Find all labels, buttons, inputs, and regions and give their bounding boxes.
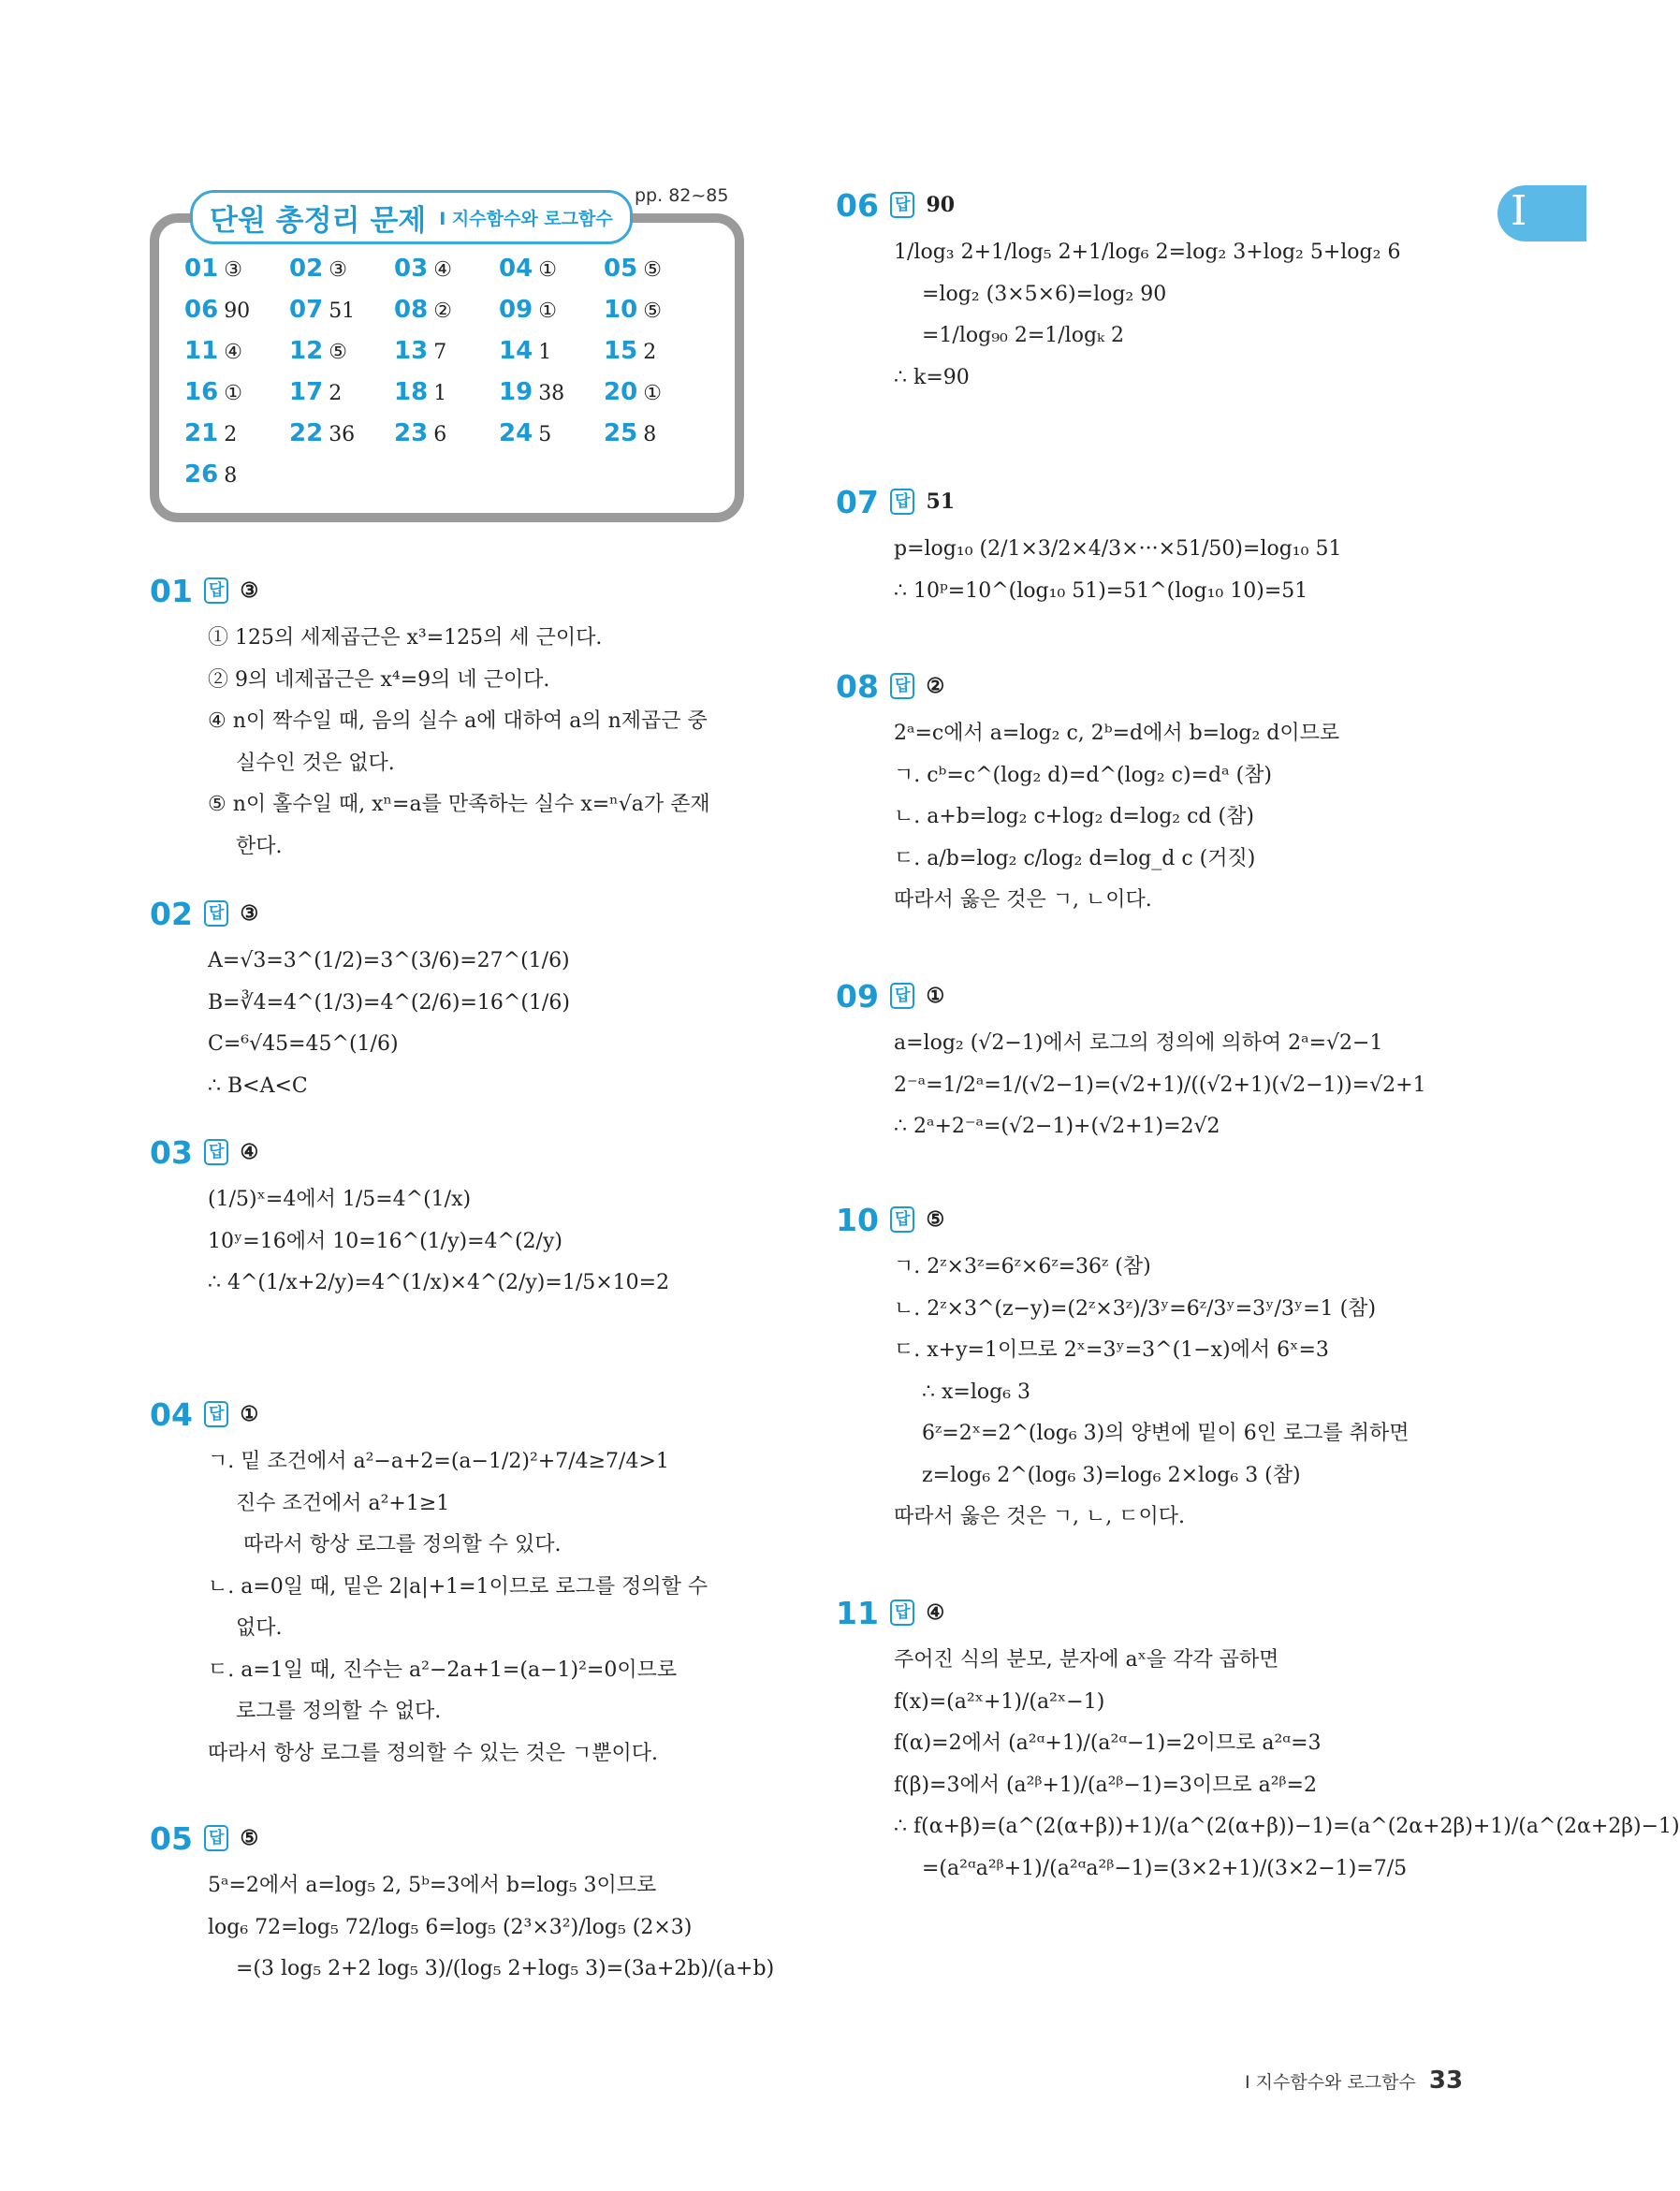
- problem-06: [836, 185, 1400, 399]
- solution-line: p=log₁₀ (2/1×3/2×4/3×···×51/50)=log₁₀ 51: [894, 537, 1342, 561]
- solution-line: 2ᵃ=c에서 a=log₂ c, 2ᵇ=d에서 b=log₂ d이므로: [894, 722, 1340, 745]
- problem-number: 10: [836, 1201, 879, 1238]
- answer-grid: [184, 255, 709, 489]
- problem-number: 07: [836, 483, 879, 520]
- problem-number: 01: [150, 572, 193, 609]
- page-footer: [1245, 2067, 1463, 2095]
- answer-cell: [394, 378, 499, 406]
- answer-value: ⑤: [329, 341, 347, 364]
- solution-line: ∴ 4^(1/x+2/y)=4^(1/x)×4^(2/y)=1/5×10=2: [208, 1271, 670, 1294]
- summary-subtitle: Ⅰ 지수함수와 로그함수: [439, 208, 613, 229]
- answer-value: 1: [538, 341, 552, 364]
- answer-value: 36: [329, 423, 356, 446]
- problem-header: [150, 1395, 708, 1434]
- answer-cell: [184, 460, 289, 489]
- solution-line: (1/5)ˣ=4에서 1/5=4^(1/x): [208, 1188, 472, 1211]
- answer-cell: [289, 337, 394, 365]
- page-number: 33: [1428, 2067, 1464, 2095]
- answer-cell: [499, 419, 604, 447]
- answer-label-badge: 답: [890, 673, 914, 699]
- problem-04: [150, 1395, 708, 1775]
- answer-number: 25: [604, 419, 638, 447]
- solution-line: C=⁶√45=45^(1/6): [208, 1032, 399, 1056]
- answer-number: 12: [289, 337, 324, 365]
- answer-cell: [394, 419, 499, 447]
- answer-cell: [289, 419, 394, 447]
- solution-line: ㄷ. a/b=log₂ c/log₂ d=log_d c (거짓): [894, 846, 1256, 870]
- answer-number: 07: [289, 296, 324, 324]
- answer-cell: [184, 419, 289, 447]
- solution-line: ② 9의 네제곱근은 x⁴=9의 네 근이다.: [208, 667, 550, 692]
- answer-value: ⑤: [643, 299, 662, 323]
- solution-line: ① 125의 세제곱근은 x³=125의 세 근이다.: [208, 626, 603, 650]
- answer-label-badge: 답: [204, 900, 228, 927]
- problem-answer: ③: [240, 578, 259, 603]
- solution-line: 주어진 식의 분모, 분자에 aˣ을 각각 곱하면: [894, 1648, 1279, 1672]
- problem-answer: ⑤: [926, 1207, 945, 1232]
- answer-number: 04: [499, 255, 533, 283]
- solution-line: 10ʸ=16에서 10=16^(1/y)=4^(2/y): [208, 1229, 562, 1253]
- problem-answer: ①: [240, 1402, 259, 1426]
- problem-answer: 90: [926, 193, 956, 217]
- problem-03: [150, 1132, 669, 1305]
- answer-number: 21: [184, 419, 219, 447]
- solution-line: 따라서 옳은 것은 ㄱ, ㄴ이다.: [894, 888, 1152, 912]
- solution-line: 2⁻ᵃ=1/2ᵃ=1/(√2−1)=(√2+1)/((√2+1)(√2−1))=√2+1: [894, 1073, 1426, 1097]
- answer-number: 06: [184, 296, 219, 324]
- answer-value: ③: [224, 258, 242, 282]
- answer-label-badge: 답: [890, 1599, 914, 1626]
- answer-number: 03: [394, 255, 429, 283]
- answer-label-badge: 답: [204, 577, 228, 604]
- answer-cell: [289, 378, 394, 406]
- solution-line: z=log₆ 2^(log₆ 3)=log₆ 2×log₆ 3 (참): [922, 1463, 1301, 1487]
- answer-value: ②: [433, 299, 452, 323]
- answer-cell: [184, 296, 289, 324]
- problem-09: [836, 976, 1426, 1148]
- answer-number: 10: [604, 296, 638, 324]
- solution-line: ㄱ. 밑 조건에서 a²−a+2=(a−1/2)²+7/4≥7/4>1: [208, 1450, 669, 1473]
- problem-number: 09: [836, 977, 879, 1015]
- solution-line: f(x)=(a²ˣ+1)/(a²ˣ−1): [894, 1689, 1105, 1714]
- problem-number: 06: [836, 186, 879, 224]
- problem-header: [150, 1132, 669, 1172]
- solution-line: 1/log₃ 2+1/log₅ 2+1/log₆ 2=log₂ 3+log₂ 5+log₂ 6: [894, 241, 1401, 264]
- solution-line: f(β)=3에서 (a²ᵝ+1)/(a²ᵝ−1)=3이므로 a²ᵝ=2: [894, 1773, 1317, 1797]
- problem-01: [150, 571, 710, 868]
- problem-number: 05: [150, 1819, 193, 1857]
- answer-cell: [394, 255, 499, 283]
- answer-number: 05: [604, 255, 638, 283]
- answer-cell: [289, 255, 394, 283]
- chapter-tab-label: I: [1511, 187, 1527, 235]
- problem-header: [836, 1593, 1680, 1632]
- answer-cell: [604, 378, 709, 406]
- solution-line: log₆ 72=log₅ 72/log₅ 6=log₅ (2³×3²)/log₅ (2×3): [208, 1915, 693, 1939]
- answer-label-badge: 답: [890, 192, 914, 218]
- summary-title: 단원 총정리 문제: [210, 203, 427, 238]
- solution-line: ㄱ. cᵇ=c^(log₂ d)=d^(log₂ c)=dᵃ (참): [894, 763, 1273, 787]
- problem-header: [836, 976, 1426, 1015]
- problem-number: 04: [150, 1395, 193, 1433]
- answer-cell: [604, 419, 709, 447]
- problem-answer: ③: [240, 901, 259, 926]
- answer-value: ①: [538, 299, 557, 323]
- answer-cell: [289, 296, 394, 324]
- answer-number: 19: [499, 378, 533, 406]
- answer-label-badge: 답: [204, 1401, 228, 1427]
- answer-value: 6: [433, 423, 447, 446]
- answer-value: 38: [538, 382, 565, 405]
- answer-number: 20: [604, 378, 638, 406]
- problem-08: [836, 666, 1339, 922]
- solution-line: ㄷ. a=1일 때, 진수는 a²−2a+1=(a−1)²=0이므로: [208, 1658, 678, 1682]
- problem-10: [836, 1200, 1409, 1539]
- answer-number: 17: [289, 378, 324, 406]
- solution-line: B=∛4=4^(1/3)=4^(2/6)=16^(1/6): [208, 990, 570, 1015]
- problem-header: [836, 482, 1341, 521]
- solution-line: =(a²ᵅa²ᵝ+1)/(a²ᵅa²ᵝ−1)=(3×2+1)/(3×2−1)=7/5: [922, 1856, 1408, 1880]
- answer-value: 90: [224, 299, 251, 323]
- solution-line: ∴ 10ᵖ=10^(log₁₀ 51)=51^(log₁₀ 10)=51: [894, 578, 1308, 603]
- answer-label-badge: 답: [890, 983, 914, 1009]
- answer-number: 11: [184, 337, 219, 365]
- answer-value: ①: [538, 258, 557, 282]
- answer-cell: [499, 378, 604, 406]
- problem-answer: ①: [926, 984, 945, 1008]
- problem-07: [836, 482, 1341, 612]
- solution-line: 로그를 정의할 수 없다.: [236, 1700, 442, 1723]
- answer-cell: [499, 255, 604, 283]
- answer-label-badge: 답: [204, 1825, 228, 1851]
- solution-line: 따라서 옳은 것은 ㄱ, ㄴ, ㄷ이다.: [894, 1505, 1185, 1528]
- answer-cell: [499, 337, 604, 365]
- problem-answer: ④: [926, 1600, 945, 1625]
- solution-line: =(3 log₅ 2+2 log₅ 3)/(log₅ 2+log₅ 3)=(3a+2b)/(a+b): [236, 1957, 775, 1980]
- answer-value: ①: [224, 382, 242, 405]
- answer-value: 7: [433, 341, 447, 364]
- problem-number: 02: [150, 895, 193, 932]
- answer-number: 26: [184, 460, 219, 489]
- solution-line: A=√3=3^(1/2)=3^(3/6)=27^(1/6): [208, 949, 570, 972]
- problem-number: 08: [836, 667, 879, 705]
- solution-line: ∴ k=90: [894, 365, 970, 389]
- answer-value: ⑤: [643, 258, 662, 282]
- solution-line: ㄷ. x+y=1이므로 2ˣ=3ʸ=3^(1−x)에서 6ˣ=3: [894, 1338, 1329, 1362]
- answer-number: 08: [394, 296, 429, 324]
- solution-line: ∴ x=log₆ 3: [922, 1380, 1031, 1404]
- answer-cell: [394, 296, 499, 324]
- problem-header: [836, 666, 1339, 706]
- solution-line: =1/log₉₀ 2=1/logₖ 2: [922, 324, 1125, 347]
- problem-02: [150, 894, 570, 1107]
- answer-cell: [184, 378, 289, 406]
- problem-number: 03: [150, 1133, 193, 1171]
- answer-value: 2: [224, 423, 238, 446]
- answer-value: 51: [329, 299, 356, 323]
- answer-value: ①: [643, 382, 662, 405]
- solution-line: 진수 조건에서 a²+1≥1: [236, 1491, 450, 1515]
- problem-header: [150, 571, 710, 610]
- solution-line: 없다.: [236, 1616, 283, 1640]
- answer-number: 18: [394, 378, 429, 406]
- answer-number: 02: [289, 255, 324, 283]
- solution-line: ⑤ n이 홀수일 때, xⁿ=a를 만족하는 실수 x=ⁿ√a가 존재: [208, 793, 710, 816]
- problem-answer: 51: [926, 489, 956, 514]
- answer-number: 16: [184, 378, 219, 406]
- solution-line: ④ n이 짝수일 때, 음의 실수 a에 대하여 a의 n제곱근 중: [208, 709, 708, 733]
- answer-value: 1: [433, 382, 447, 405]
- solution-line: ㄴ. 2ᶻ×3^(z−y)=(2ᶻ×3ᶻ)/3ʸ=6ᶻ/3ʸ=3ʸ/3ʸ=1 (참): [894, 1296, 1377, 1321]
- answer-value: 8: [643, 423, 657, 446]
- solution-line: ∴ B<A<C: [208, 1074, 308, 1098]
- solution-line: a=log₂ (√2−1)에서 로그의 정의에 의하여 2ᵃ=√2−1: [894, 1031, 1383, 1055]
- solution-line: 6ᶻ=2ˣ=2^(log₆ 3)의 양변에 밑이 6인 로그를 취하면: [922, 1422, 1410, 1445]
- problem-answer: ②: [926, 674, 945, 698]
- solution-line: f(α)=2에서 (a²ᵅ+1)/(a²ᵅ−1)=2이므로 a²ᵅ=3: [894, 1731, 1322, 1755]
- answer-value: 2: [329, 382, 343, 405]
- answer-cell: [604, 255, 709, 283]
- solution-line: ∴ 2ᵃ+2⁻ᵃ=(√2−1)+(√2+1)=2√2: [894, 1115, 1220, 1138]
- solution-line: ㄴ. a+b=log₂ c+log₂ d=log₂ cd (참): [894, 805, 1254, 828]
- answer-cell: [604, 296, 709, 324]
- answer-number: 23: [394, 419, 429, 447]
- answer-value: 8: [224, 464, 238, 488]
- chapter-tab: [1497, 185, 1586, 241]
- answer-number: 13: [394, 337, 429, 365]
- footer-section: Ⅰ 지수함수와 로그함수: [1245, 2072, 1416, 2093]
- answer-number: 14: [499, 337, 533, 365]
- problem-header: [150, 894, 570, 933]
- solution-line: 한다.: [236, 834, 283, 858]
- solution-line: 실수인 것은 없다.: [236, 751, 395, 775]
- answer-cell: [604, 337, 709, 365]
- solution-line: ∴ f(α+β)=(a^(2(α+β))+1)/(a^(2(α+β))−1)=(a^(2α+2β)+1)/(a^(2α+2β)−1): [894, 1815, 1680, 1838]
- solution-line: 따라서 항상 로그를 정의할 수 있다.: [243, 1533, 562, 1556]
- solution-line: 따라서 항상 로그를 정의할 수 있는 것은 ㄱ뿐이다.: [208, 1741, 658, 1765]
- answer-number: 24: [499, 419, 533, 447]
- answer-number: 09: [499, 296, 533, 324]
- problem-05: [150, 1819, 774, 1991]
- answer-label-badge: 답: [204, 1139, 228, 1165]
- problem-header: [836, 185, 1400, 225]
- solution-line: =log₂ (3×5×6)=log₂ 90: [922, 282, 1167, 306]
- answer-value: ③: [329, 258, 347, 282]
- answer-number: 01: [184, 255, 219, 283]
- page-range: pp. 82~85: [635, 185, 729, 206]
- summary-title-badge: [190, 190, 633, 244]
- answer-cell: [394, 337, 499, 365]
- answer-label-badge: 답: [890, 1206, 914, 1233]
- answer-value: ④: [224, 341, 242, 364]
- answer-cell: [184, 255, 289, 283]
- problem-11: [836, 1593, 1680, 1890]
- problem-answer: ④: [240, 1140, 259, 1164]
- answer-value: ④: [433, 258, 452, 282]
- problem-number: 11: [836, 1594, 879, 1631]
- answer-number: 22: [289, 419, 324, 447]
- answer-cell: [499, 296, 604, 324]
- answer-value: 2: [643, 341, 657, 364]
- problem-answer: ⑤: [240, 1826, 259, 1850]
- answer-cell: [184, 337, 289, 365]
- answer-number: 15: [604, 337, 638, 365]
- solution-line: 5ᵃ=2에서 a=log₅ 2, 5ᵇ=3에서 b=log₅ 3이므로: [208, 1874, 657, 1897]
- solution-line: ㄱ. 2ᶻ×3ᶻ=6ᶻ×6ᶻ=36ᶻ (참): [894, 1255, 1151, 1278]
- problem-header: [150, 1819, 774, 1858]
- solution-line: ㄴ. a=0일 때, 밑은 2|a|+1=1이므로 로그를 정의할 수: [208, 1574, 709, 1599]
- answer-value: 5: [538, 423, 552, 446]
- problem-header: [836, 1200, 1409, 1239]
- answer-label-badge: 답: [890, 489, 914, 515]
